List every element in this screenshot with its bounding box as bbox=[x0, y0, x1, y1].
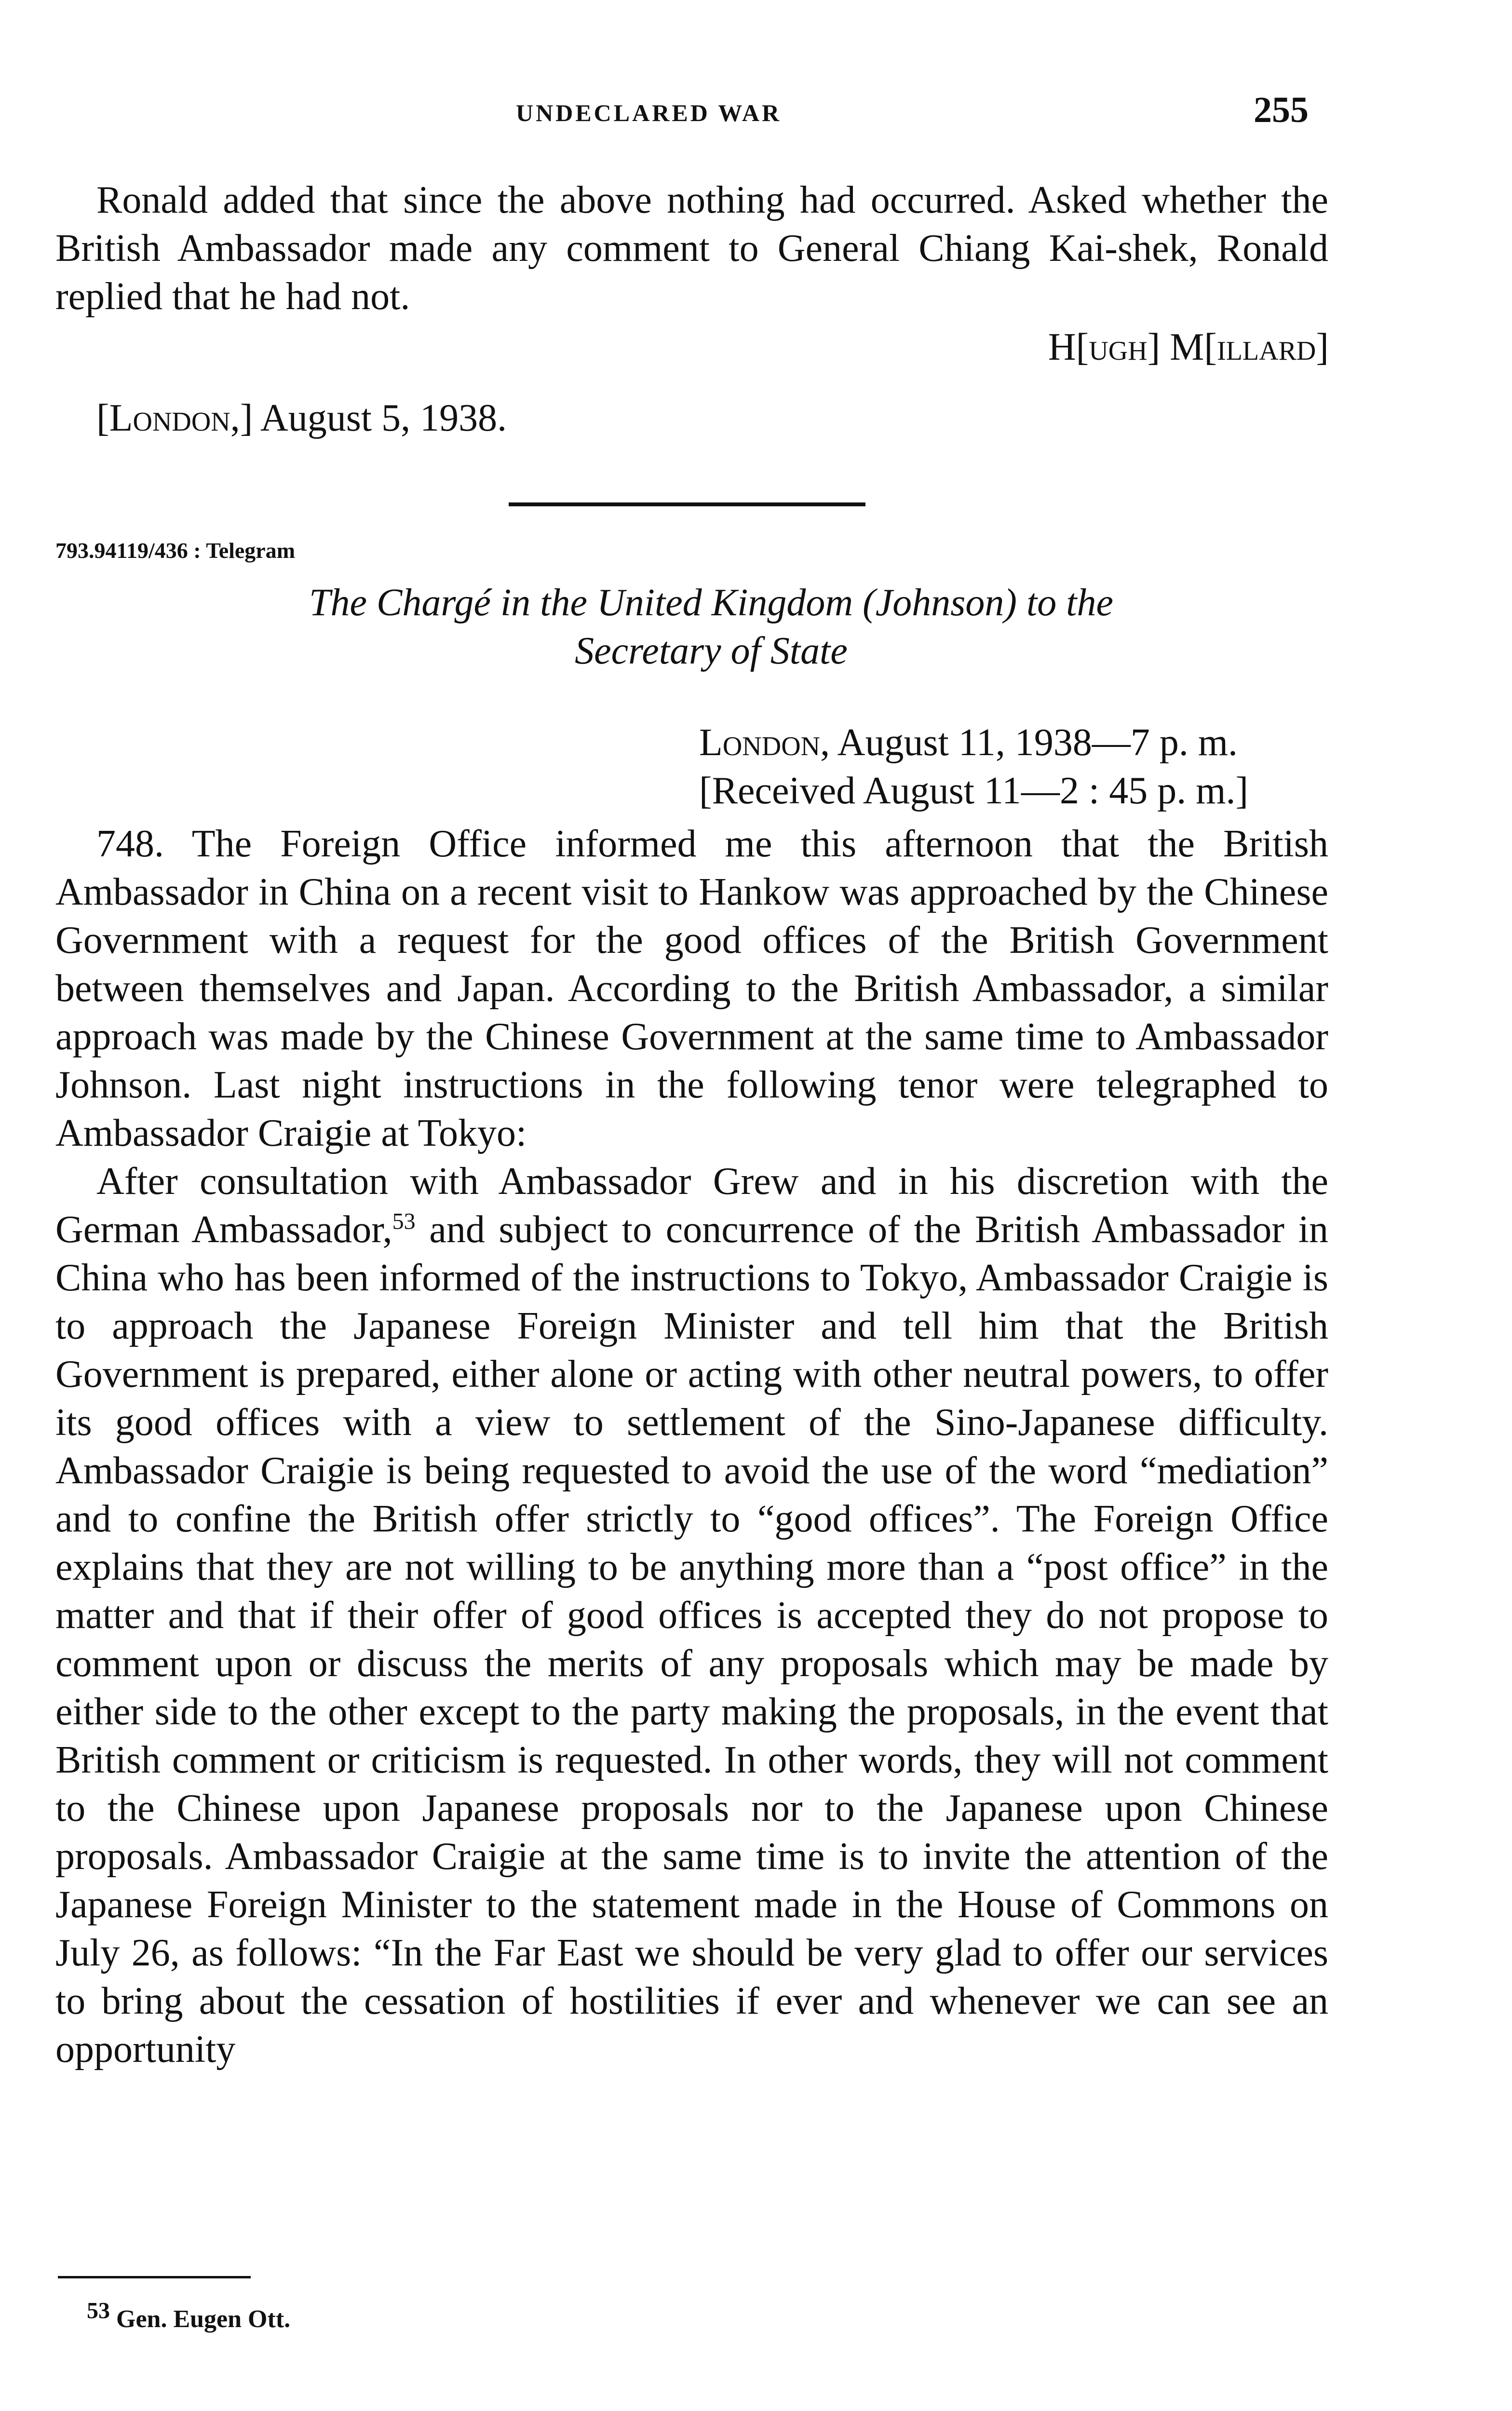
dateline bbox=[699, 718, 1248, 815]
dateline-received: [Received August 11—2 : 45 p. m.] bbox=[699, 770, 1249, 812]
place-date-city: London bbox=[109, 397, 230, 439]
signature-part: ] M[ bbox=[1147, 326, 1217, 368]
signature bbox=[1048, 325, 1329, 369]
body-text: After consultation with Ambassador Grew and in his discretion with the German Ambassador, bbox=[55, 1160, 1328, 1251]
dateline-city: London bbox=[699, 721, 821, 764]
continued-paragraph-text: Ronald added that since the above nothing had occurred. Asked whether the British Ambassador made any comment to General Chiang Kai-shek, Ronald replied that he had not. bbox=[55, 179, 1328, 318]
body-paragraph bbox=[55, 1157, 1328, 2073]
page-number: 255 bbox=[1254, 90, 1309, 130]
continued-paragraph bbox=[55, 176, 1328, 321]
document-title-line: Secretary of State bbox=[575, 630, 848, 672]
place-date-part: [ bbox=[96, 397, 109, 439]
document-title bbox=[96, 579, 1326, 675]
telegram-body bbox=[55, 820, 1328, 2073]
footnote bbox=[87, 2298, 291, 2333]
signature-part: illard bbox=[1217, 326, 1316, 368]
document-title-line: The Chargé in the United Kingdom (Johnson) to the bbox=[309, 582, 1113, 624]
body-paragraph: 748. The Foreign Office informed me this afternoon that the British Ambassador in China on a recent visit to Hankow was approached by the Chinese Government with a request for the good offices of the British Government between themselves and Japan. According to the British Ambassador, a similar approach was made by the Chinese Government at the same time to Ambassador Johnson. Last night instructions in the following tenor were telegraphed to Ambassador Craigie at Tokyo: bbox=[55, 823, 1328, 1154]
signature-part: ugh bbox=[1089, 326, 1148, 368]
dateline-date: , August 11, 1938—7 p. m. bbox=[820, 721, 1238, 764]
signature-part: H[ bbox=[1048, 326, 1089, 368]
footnote-reference: 53 bbox=[392, 1208, 416, 1234]
footnote-divider bbox=[58, 2276, 251, 2278]
body-text: and subject to concurrence of the British Ambassador in China who has been informed of the instructions to Tokyo, Ambassador Craigie is to approach the Japanese Foreign Minister and tell him that the British Government is prepared, either alone or acting with other neutral powers, to offer its good offices with a view to settlement of the Sino-Japanese difficulty. Ambassador Craigie is being requested to avoid the use of the word “mediation” and to confine the British offer strictly to “good offices”. The Foreign Office explains that they are not willing to be anything more than a “post office” in the matter and that if their offer of good offices is accepted they do not propose to comment upon or discuss the merits of any proposals which may be made by either side to the other except to the party making the proposals, in the event that British comment or criticism is requested. In other words, they will not comment to the Chinese upon Japanese proposals nor to the Japanese upon Chinese proposals. Ambassador Craigie at the same time is to invite the attention of the Japanese Foreign Minister to the statement made in the House of Commons on July 26, as follows: “In the Far East we should be very glad to offer our services to bring about the cessation of hostilities if ever and whenever we can see an opportunity bbox=[55, 1208, 1328, 2071]
file-reference: 793.94119/436 : Telegram bbox=[55, 538, 296, 563]
running-header-title: UNDECLARED WAR bbox=[516, 99, 782, 126]
place-date bbox=[96, 396, 507, 440]
place-date-part: ,] August 5, 1938. bbox=[230, 397, 507, 439]
dateline-sent bbox=[699, 718, 1248, 767]
footnote-marker: 53 bbox=[87, 2298, 110, 2324]
section-divider bbox=[509, 502, 865, 506]
signature-part: ] bbox=[1316, 326, 1329, 368]
footnote-text: Gen. Eugen Ott. bbox=[110, 2305, 291, 2333]
